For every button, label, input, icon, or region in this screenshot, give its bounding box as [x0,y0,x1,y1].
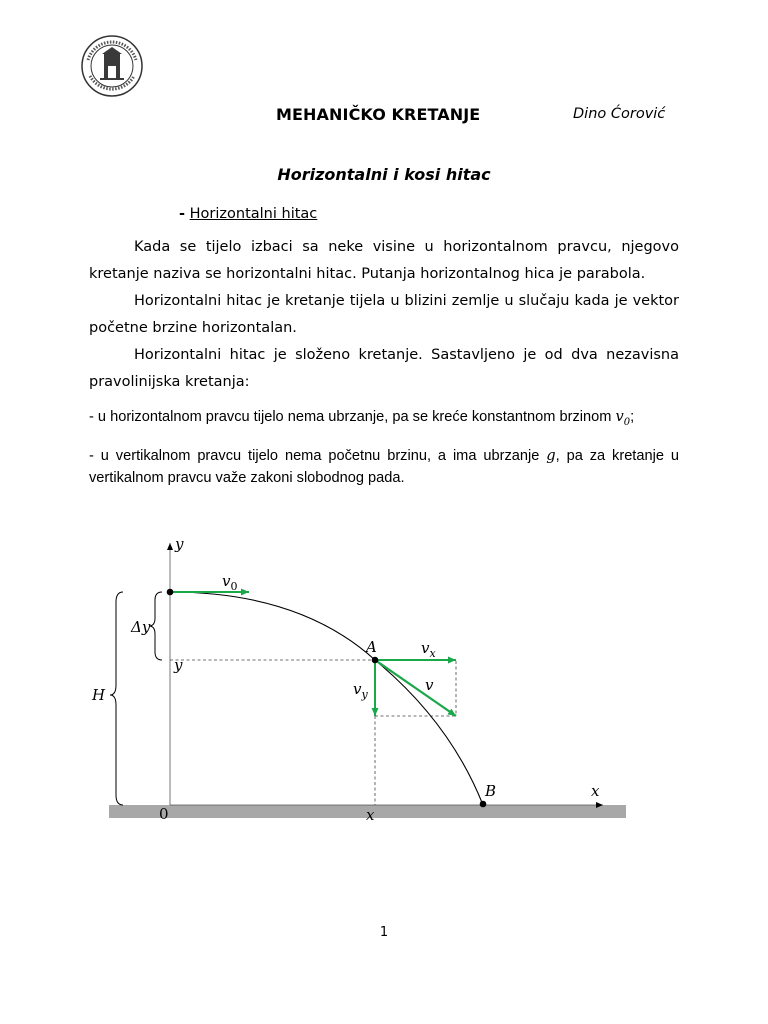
vx-subscript: x [429,647,436,660]
launch-point [167,589,174,596]
height-brace [110,592,123,805]
subsection-heading [179,206,317,222]
document-author: Dino Ćorović [573,106,666,122]
vx-label [421,639,436,660]
bullet-text: , pa za kretanje u vertikalnom pravcu važe zakoni slobodnog pada. [89,447,679,486]
acceleration-symbol: g [546,446,556,464]
x-axis-label: x [591,782,600,800]
point-b-label: B [485,782,497,800]
vy-label [353,680,368,701]
document-title: MEHANIČKO KRETANJE [276,105,481,124]
paragraph: Kada se tijelo izbaci sa neke visine u horizontalnom pravcu, njegovo kretanje naziva se horizontalni hitac. Putanja horizontalnog hica je parabola. [89,239,679,282]
bullet-text: - u vertikalnom pravcu tijelo nema početnu brzinu, a ima ubrzanje [89,447,547,464]
x-position-label: x [366,806,375,824]
v0-symbol: v [222,572,231,590]
v-label: v [425,676,434,694]
origin-label: 0 [159,805,169,823]
vy-subscript: y [361,688,368,701]
school-seal-logo [80,34,144,98]
bullet-list [89,406,679,500]
subsection-title: Horizontalni hitac [189,206,318,222]
velocity-subscript: 0 [623,416,631,428]
v0-label [222,572,237,593]
delta-y-brace [149,592,162,660]
body-paragraphs [89,234,679,396]
v0-subscript: 0 [230,580,238,593]
bullet-item [89,445,679,489]
point-b [480,801,487,808]
height-label: H [92,686,106,704]
point-a [372,657,379,664]
section-title: Horizontalni i kosi hitac [277,165,491,184]
projectile-diagram [0,530,768,830]
trajectory-parabola [170,592,483,805]
bullet-end: ; [630,409,635,425]
bullet-item [89,406,679,434]
page-number: 1 [379,925,389,940]
delta-y-label: Δy [131,618,151,636]
subsection-dash: - [179,206,186,222]
paragraph: Horizontalni hitac je kretanje tijela u blizini zemlje u slučaju kada je vektor početne brzine horizontalan. [89,293,679,336]
v-vector [375,660,456,716]
velocity-symbol: v [615,408,624,425]
vx-symbol: v [421,639,430,657]
y-axis-label: y [175,535,184,553]
bullet-text: - u horizontalnom pravcu tijelo nema ubrzanje, pa se kreće konstantnom brzinom [89,409,616,425]
paragraph: Horizontalni hitac je složeno kretanje. Sastavljeno je od dva nezavisna pravolinijska kretanja: [89,347,679,390]
vy-symbol: v [353,680,362,698]
y-level-label: y [174,656,183,674]
point-a-label: A [366,638,377,656]
